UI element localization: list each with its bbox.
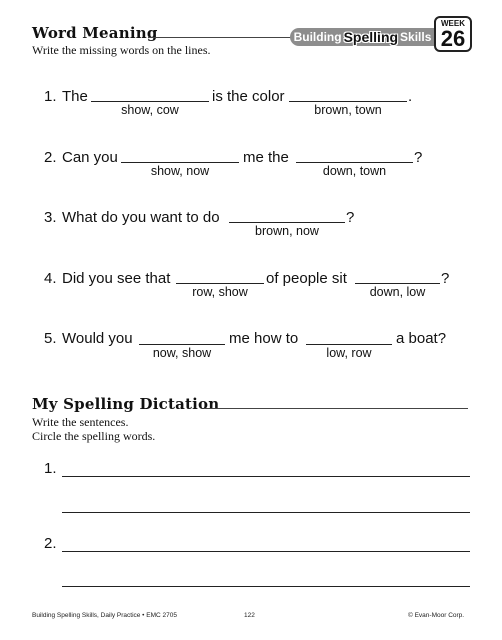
item-text: me how to xyxy=(229,330,299,347)
section-title: Word Meaning xyxy=(32,24,158,42)
word-hint: low, row xyxy=(326,346,372,360)
item-text: Did you see that xyxy=(62,270,171,287)
week-number: 26 xyxy=(440,26,466,51)
answer-blank[interactable] xyxy=(306,344,392,345)
dictation-writing-line[interactable] xyxy=(62,551,470,552)
dictation-line-number: 1. xyxy=(44,460,57,477)
item-text: . xyxy=(408,88,413,105)
item-text: What do you want to do xyxy=(62,209,220,226)
dictation-instruction: Write the sentences. xyxy=(32,415,129,429)
series-badge xyxy=(290,28,435,46)
answer-blank[interactable] xyxy=(139,344,225,345)
dictation-line-number: 2. xyxy=(44,535,57,552)
page-number: 122 xyxy=(244,612,255,619)
item-text: ? xyxy=(414,149,423,166)
item-number: 1. xyxy=(44,88,57,105)
answer-blank[interactable] xyxy=(229,222,345,223)
answer-blank[interactable] xyxy=(176,283,264,284)
footer-right: © Evan-Moor Corp. xyxy=(408,612,465,619)
item-text: The xyxy=(62,88,88,105)
title-rule xyxy=(148,37,294,38)
item-text: a boat? xyxy=(396,330,447,347)
item-number: 5. xyxy=(44,330,57,347)
item-text: me the xyxy=(243,149,289,166)
item-number: 2. xyxy=(44,149,57,166)
word-hint: down, low xyxy=(369,285,426,299)
instructions: Write the missing words on the lines. xyxy=(32,43,211,57)
answer-blank[interactable] xyxy=(121,162,239,163)
item-text: of people sit xyxy=(266,270,347,287)
word-hint: brown, now xyxy=(255,224,319,238)
answer-blank[interactable] xyxy=(296,162,413,163)
dictation-rule xyxy=(205,408,468,409)
word-hint: now, show xyxy=(152,346,212,360)
footer-left: Building Spelling Skills, Daily Practice • EMC 2705 xyxy=(32,612,177,619)
item-text: Can you xyxy=(62,149,118,166)
dictation-writing-line[interactable] xyxy=(62,512,470,513)
answer-blank[interactable] xyxy=(289,101,407,102)
item-text: is the color xyxy=(212,88,285,105)
word-hint: down, town xyxy=(322,164,387,178)
item-text: ? xyxy=(346,209,355,226)
badge-word-2: Spelling xyxy=(343,29,399,45)
badge-word-3: Skills xyxy=(400,30,432,44)
item-text: Would you xyxy=(62,330,133,347)
dictation-instruction: Circle the spelling words. xyxy=(32,429,156,443)
word-hint: show, cow xyxy=(121,103,179,117)
dictation-writing-line[interactable] xyxy=(62,586,470,587)
item-number: 3. xyxy=(44,209,57,226)
answer-blank[interactable] xyxy=(355,283,440,284)
word-hint: brown, town xyxy=(314,103,382,117)
week-label: WEEK xyxy=(441,19,465,28)
badge-word-1: Building xyxy=(293,30,342,44)
dictation-title: My Spelling Dictation xyxy=(32,395,220,413)
week-badge xyxy=(434,16,472,52)
answer-blank[interactable] xyxy=(91,101,209,102)
dictation-writing-line[interactable] xyxy=(62,476,470,477)
word-hint: row, show xyxy=(192,285,248,299)
item-text: ? xyxy=(441,270,450,287)
word-hint: show, now xyxy=(150,164,210,178)
item-number: 4. xyxy=(44,270,57,287)
